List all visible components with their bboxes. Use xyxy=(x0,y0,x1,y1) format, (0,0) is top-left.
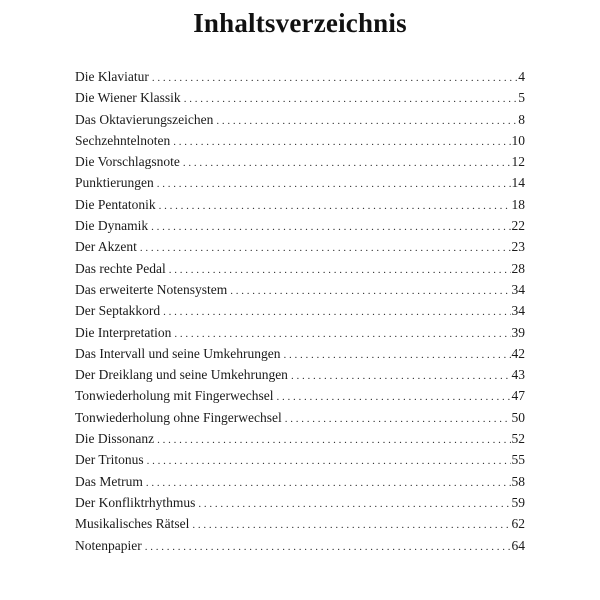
dot-leader xyxy=(184,89,518,110)
toc-entry xyxy=(75,343,525,364)
toc-entry-page: 8 xyxy=(518,111,525,127)
toc-entry-page: 50 xyxy=(511,409,525,425)
toc-entry-page: 58 xyxy=(511,473,525,489)
toc-entry-label: Die Klaviatur xyxy=(75,69,149,84)
toc-entry xyxy=(75,364,525,385)
toc-entry xyxy=(75,535,525,556)
toc-entry xyxy=(75,194,525,215)
toc-entry-label: Das Oktavierungszeichen xyxy=(75,111,214,127)
toc-entry xyxy=(75,428,525,449)
toc-entry-page: 55 xyxy=(511,452,525,468)
dot-leader xyxy=(159,196,511,217)
toc-entry-label: Das Metrum xyxy=(75,473,143,489)
toc-entry-label: Der Konfliktrhythmus xyxy=(75,494,196,510)
toc-entry-page: 64 xyxy=(511,537,525,553)
toc-entry-label: Notenpapier xyxy=(75,537,142,553)
toc-entry xyxy=(75,172,525,193)
toc-entry-page: 18 xyxy=(511,196,525,212)
toc-entry-page: 10 xyxy=(511,132,525,148)
toc-entry-label: Das rechte Pedal xyxy=(75,260,166,276)
toc-entry xyxy=(75,449,525,470)
toc-entry xyxy=(75,471,525,492)
toc-entry-label: Das erweiterte Notensystem xyxy=(75,281,228,297)
toc-entry-label: Die Dissonanz xyxy=(75,431,155,447)
toc-entry xyxy=(75,130,525,151)
toc-entry-label: Der Dreiklang und seine Umkehrungen xyxy=(75,367,288,383)
dot-leader xyxy=(145,537,511,558)
toc-entry-label: Musikalisches Rätsel xyxy=(75,516,190,532)
dot-leader xyxy=(192,515,510,536)
dot-leader xyxy=(291,366,511,387)
toc-entry-page: 42 xyxy=(511,345,525,361)
toc-entry-page: 52 xyxy=(511,431,525,447)
toc-entry-page: 34 xyxy=(511,303,525,319)
dot-leader xyxy=(216,111,517,132)
toc-entry-page: 43 xyxy=(511,367,525,383)
dot-leader xyxy=(151,217,510,238)
dot-leader xyxy=(157,430,510,451)
toc-entry xyxy=(75,407,525,428)
toc-entry-label: Die Interpretation xyxy=(75,324,172,340)
toc-entry xyxy=(75,151,525,172)
toc-entry-label: Der Akzent xyxy=(75,239,137,255)
toc-entry xyxy=(75,109,525,130)
toc-entry-label: Die Wiener Klassik xyxy=(75,90,181,106)
dot-leader xyxy=(283,345,510,366)
dot-leader xyxy=(157,174,511,195)
dot-leader xyxy=(146,473,511,494)
toc-entry-label: Sechzehntelnoten xyxy=(75,132,171,148)
toc-entry xyxy=(75,492,525,513)
toc-entry-page: 39 xyxy=(511,324,525,340)
page-title: Inhaltsverzeichnis xyxy=(193,8,407,38)
dot-leader xyxy=(169,260,511,281)
dot-leader xyxy=(163,302,510,323)
toc-entry xyxy=(75,66,525,87)
toc-entry-page: 12 xyxy=(511,154,525,170)
toc-entry-label: Der Septakkord xyxy=(75,303,161,319)
toc-entry-label: Die Dynamik xyxy=(75,218,149,234)
toc-entry xyxy=(75,236,525,257)
toc-entry xyxy=(75,513,525,534)
toc-entry-page: 28 xyxy=(511,260,525,276)
toc-entry-page: 22 xyxy=(511,218,525,234)
toc-entry xyxy=(75,279,525,300)
dot-leader xyxy=(140,238,511,259)
toc-entry-page: 59 xyxy=(511,494,525,510)
toc-entry-label: Die Pentatonik xyxy=(75,196,156,212)
toc-entry-label: Tonwiederholung mit Fingerwechsel xyxy=(75,388,274,404)
toc-entry-label: Punktierungen xyxy=(75,175,154,191)
toc-entry-page: 23 xyxy=(511,239,525,255)
toc-entry-page: 14 xyxy=(511,175,525,191)
dot-leader xyxy=(152,68,517,89)
toc-entry-label: Die Vorschlagsnote xyxy=(75,154,180,170)
dot-leader xyxy=(173,132,510,153)
table-of-contents xyxy=(75,66,525,556)
toc-entry xyxy=(75,258,525,279)
toc-entry xyxy=(75,215,525,236)
toc-entry-label: Tonwiederholung ohne Fingerwechsel xyxy=(75,409,282,425)
dot-leader xyxy=(198,494,510,515)
toc-entry-page: 34 xyxy=(511,281,525,297)
dot-leader xyxy=(183,153,511,174)
toc-entry-page: 5 xyxy=(518,90,525,106)
toc-entry-page: 4 xyxy=(518,69,525,84)
toc-entry-label: Der Tritonus xyxy=(75,452,144,468)
toc-entry-label: Das Intervall und seine Umkehrungen xyxy=(75,345,281,361)
toc-entry xyxy=(75,300,525,321)
dot-leader xyxy=(277,387,511,408)
dot-leader xyxy=(174,324,510,345)
toc-entry xyxy=(75,87,525,108)
toc-entry xyxy=(75,322,525,343)
toc-entry-page: 47 xyxy=(511,388,525,404)
dot-leader xyxy=(230,281,510,302)
toc-entry-page: 62 xyxy=(511,516,525,532)
dot-leader xyxy=(285,409,511,430)
dot-leader xyxy=(147,451,511,472)
toc-entry xyxy=(75,385,525,406)
